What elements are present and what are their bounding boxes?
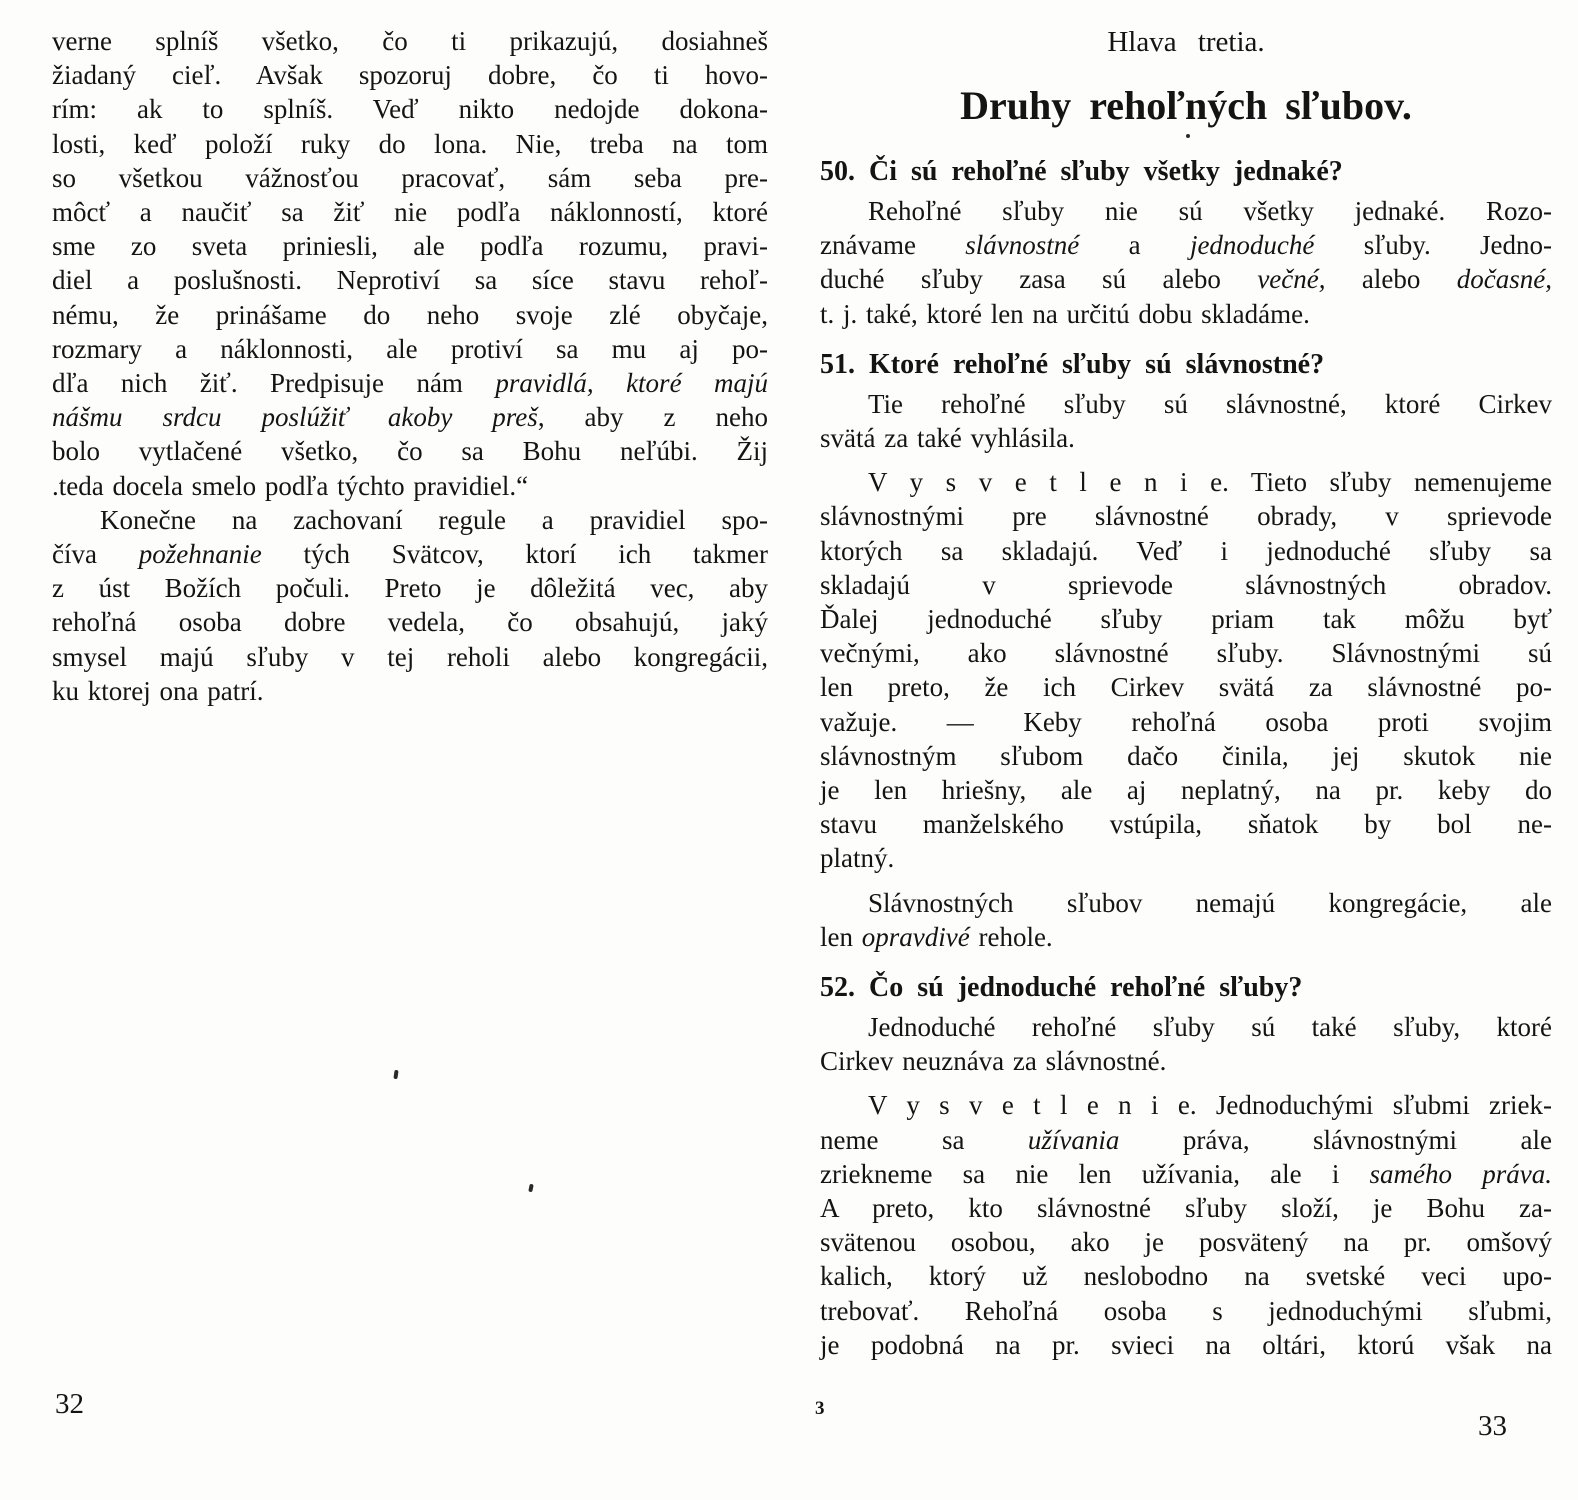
page-left-32: [52, 24, 768, 708]
question-heading: 50. Či sú rehoľné sľuby všetky jednaké?: [820, 156, 1343, 187]
text-line: rím: ak to splníš. Veď nikto nedojde dokona-: [52, 94, 768, 125]
paragraph: [52, 24, 768, 503]
text-line: A preto, kto slávnostné sľuby složí, je Bohu za-: [820, 1193, 1552, 1224]
page-number-right: 33: [1478, 1410, 1507, 1442]
question-heading: 51. Ktoré rehoľné sľuby sú slávnostné?: [820, 348, 1325, 380]
text-line: trebovať. Rehoľná osoba s jednoduchými sľubmi,: [820, 1295, 1552, 1326]
text-line: neme sa užívania práva, slávnostnými ale: [820, 1124, 1552, 1155]
text-line: svätenou osobou, ako je posvätený na pr. omšový: [820, 1227, 1552, 1258]
text-line: rozmary a náklonnosti, ale protiví sa mu aj po-: [52, 333, 768, 364]
text-line: kalich, ktorý už neslobodno na svetské veci upo-: [820, 1261, 1552, 1292]
text-line: .teda docela smelo podľa týchto pravidiel.“: [52, 470, 529, 501]
signature-mark: 3: [815, 1398, 825, 1419]
text-line: znávame slávnostné a jednoduché sľuby. Jedno-: [820, 230, 1553, 261]
text-line: rehoľná osoba dobre vedela, čo obsahujú, jaký: [52, 607, 768, 638]
text-line: Slávnostných sľubov nemajú kongregácie, ale: [868, 887, 1552, 918]
text-line: z úst Božích počuli. Preto je dôležitá vec, aby: [52, 573, 768, 604]
text-line: t. j. také, ktoré len na určitú dobu skladáme.: [820, 298, 1310, 329]
text-line: je len hriešny, ale aj neplatný, na pr. keby do: [820, 775, 1552, 806]
text-line: bolo vytlačené všetko, čo sa Bohu neľúbi. Žij: [52, 436, 768, 467]
text-line: dľa nich žiť. Predpisuje nám pravidlá, ktoré majú: [52, 368, 768, 399]
paragraph: [820, 886, 1552, 954]
text-line: duché sľuby zasa sú alebo večné, alebo dočasné,: [820, 264, 1552, 295]
text-line: sme zo sveta priniesli, ale podľa rozumu, pravi-: [52, 231, 768, 262]
scan-speck: [1186, 134, 1190, 138]
text-line: Konečne na zachovaní regule a pravidiel spo-: [100, 504, 768, 535]
text-line: skladajú v sprievode slávnostných obradov.: [820, 569, 1552, 600]
text-line: stavu manželského vstúpila, sňatok by bol ne-: [820, 809, 1552, 840]
text-line: zriekneme sa nie len užívania, ale i samého práva.: [820, 1158, 1552, 1189]
text-line: žiadaný cieľ. Avšak spozoruj dobre, čo ti hovo-: [52, 60, 768, 91]
chapter-heading: Hlava tretia.: [1107, 26, 1265, 58]
text-line: len opravdivé rehole.: [820, 921, 1053, 952]
text-line: Tie rehoľné sľuby sú slávnostné, ktoré Cirkev: [868, 388, 1552, 419]
text-line: ku ktorej ona patrí.: [52, 675, 264, 706]
text-line: slávnostnými pre slávnostné obrady, v sprievode: [820, 501, 1552, 532]
page-number-left: 32: [55, 1388, 84, 1420]
text-line: V y s v e t l e n i e. Jednoduchými sľubmi zriek-: [868, 1090, 1552, 1121]
scan-speck: [528, 1184, 534, 1193]
text-line: nášmu srdcu poslúžiť akoby preš, aby z neho: [52, 402, 769, 433]
text-line: Cirkev neuznáva za slávnostné.: [820, 1046, 1167, 1077]
text-line: ktorých sa skladajú. Veď i jednoduché sľuby sa: [820, 535, 1552, 566]
question-heading: 52. Čo sú jednoduché rehoľné sľuby?: [820, 972, 1303, 1004]
text-line: smysel majú sľuby v tej reholi alebo kongregácii,: [52, 641, 768, 672]
text-line: nému, že prinášame do neho svoje zlé obyčaje,: [52, 299, 768, 330]
scan-speck: [393, 1070, 398, 1079]
paragraph: [52, 503, 768, 708]
text-line: Rehoľné sľuby nie sú všetky jednaké. Rozo-: [868, 196, 1552, 226]
text-line: Ďalej jednoduché sľuby priam tak môžu byť: [820, 604, 1552, 635]
text-line: losti, keď položí ruky do lona. Nie, treba na tom: [52, 128, 768, 159]
text-line: je podobná na pr. svieci na oltári, ktorú však na: [820, 1329, 1552, 1360]
section-title: Druhy rehoľných sľubov.: [960, 83, 1412, 128]
text-line: slávnostným sľubom dačo činila, jej skutok nie: [820, 740, 1552, 771]
text-line: diel a poslušnosti. Neprotiví sa síce stavu rehoľ-: [52, 265, 768, 296]
text-line: môcť a naučiť sa žiť nie podľa náklonností, ktoré: [52, 197, 768, 228]
text-line: večnými, ako slávnostné sľuby. Slávnostnými sú: [820, 638, 1552, 669]
paragraph: [820, 465, 1552, 875]
paragraph: [820, 1010, 1552, 1078]
text-line: len preto, že ich Cirkev svätá za slávnostné po-: [820, 672, 1552, 703]
text-line: verne splníš všetko, čo ti prikazujú, dosiahneš: [52, 26, 768, 56]
paragraph: [820, 1088, 1552, 1362]
text-line: Jednoduché rehoľné sľuby sú také sľuby, ktoré: [868, 1012, 1552, 1043]
paragraph: [820, 194, 1552, 331]
text-line: svätá za také vyhlásila.: [820, 423, 1075, 454]
text-line: V y s v e t l e n i e. Tieto sľuby nemenujeme: [868, 467, 1552, 498]
text-line: platný.: [820, 843, 895, 874]
text-line: važuje. — Keby rehoľná osoba proti svojim: [820, 706, 1552, 737]
text-line: so všetkou vážnosťou pracovať, sám seba pre-: [52, 162, 768, 193]
text-line: číva požehnanie tých Svätcov, ktorí ich takmer: [52, 539, 768, 570]
paragraph: [820, 387, 1552, 455]
page-right-33: [820, 24, 1552, 1362]
